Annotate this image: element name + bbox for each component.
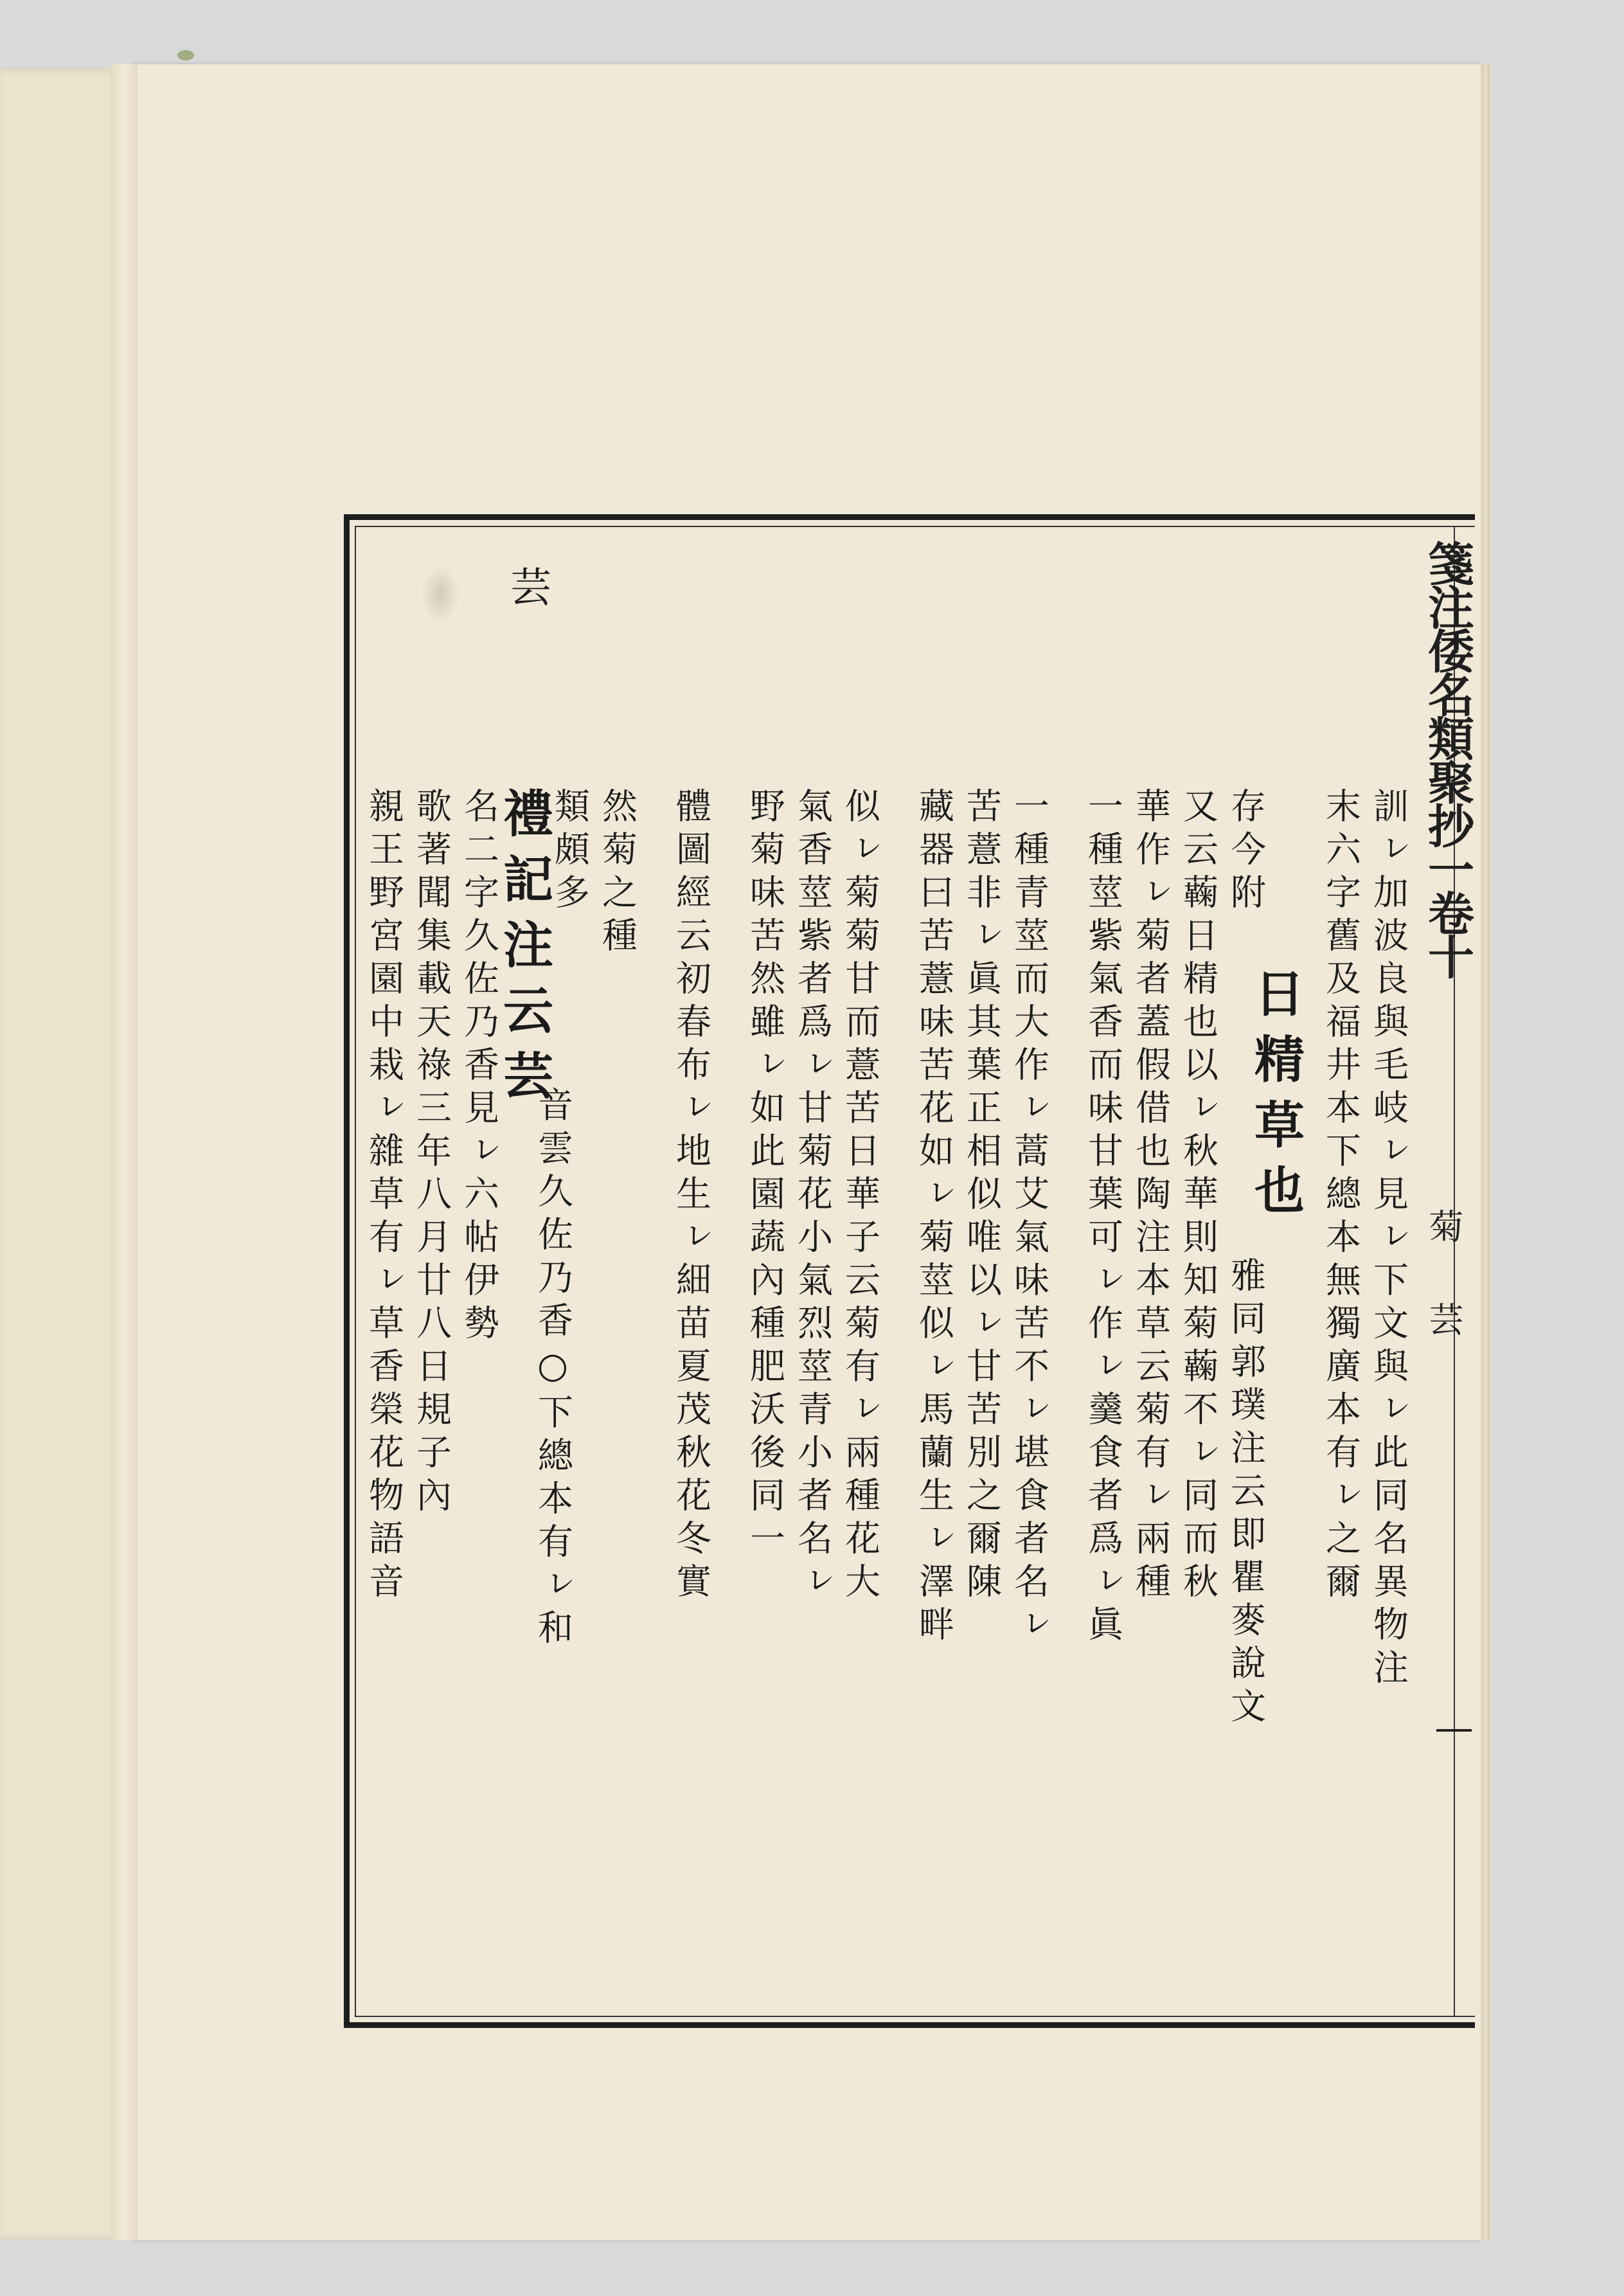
text-column: 藏器曰苦薏味苦花如ㇾ菊莖似ㇾ馬蘭生ㇾ澤畔 [913, 787, 954, 1649]
text-column: 雅同郭璞注云即瞿麥說文 [1225, 1257, 1266, 1730]
book-title: 箋注倭名類聚抄 [1420, 540, 1475, 846]
text-column: 野菊味苦然雖ㇾ如此園蔬內種肥沃後同一 [744, 787, 785, 1563]
entry-heading: 禮記注云芸 [495, 787, 553, 1115]
text-column: 末六字舊及福井本下總本無獨廣本有ㇾ之爾 [1320, 787, 1361, 1606]
text-column: 華作ㇾ菊者蓋假借也陶注本草云菊有ㇾ兩種 [1130, 787, 1171, 1606]
text-column: 體圖經云初春布ㇾ地生ㇾ細苗夏茂秋花冬實 [670, 787, 711, 1606]
text-column: 一種青莖而大作ㇾ蒿艾氣味苦不ㇾ堪食者名ㇾ [1008, 787, 1049, 1649]
text-column: 苦薏非ㇾ眞其葉正相似唯以ㇾ甘苦別之爾陳 [961, 787, 1002, 1606]
bleed-through-mark [421, 566, 460, 623]
text-column: 訓ㇾ加波良與毛岐ㇾ見ㇾ下文與ㇾ此同名異物注 [1368, 787, 1409, 1692]
text-column: 然菊之種 [596, 787, 638, 960]
paper-speck [177, 50, 194, 60]
section-label: 菊 芸 [1423, 1208, 1464, 1345]
text-column: 音雲久佐乃香○下總本有ㇾ和 [532, 1086, 573, 1652]
text-column: 似ㇾ菊菊甘而薏苦日華子云菊有ㇾ兩種花大 [839, 787, 880, 1606]
text-column: 親王野宮園中栽ㇾ雜草有ㇾ草香榮花物語音 [363, 787, 404, 1606]
margin-band [1436, 1729, 1472, 1732]
text-column: 一種莖紫氣香而味甘葉可ㇾ作ㇾ羹食者爲ㇾ眞 [1082, 787, 1123, 1649]
entry-heading: 日精草也 [1246, 967, 1305, 1230]
running-title: 箋注倭名類聚抄一卷十 [1420, 540, 1475, 977]
text-column: 名二字久佐乃香見ㇾ六帖伊勢 [458, 787, 499, 1347]
text-column: 類頗多 [549, 787, 590, 917]
volume-label: 卷十 [1420, 890, 1475, 977]
text-column: 又云蘜日精也以ㇾ秋華則知菊蘜不ㇾ同而秋 [1177, 787, 1218, 1606]
text-column: 歌著聞集載天祿三年八月廿八日規子內 [411, 787, 452, 1520]
book-gutter [111, 64, 138, 2240]
section-heading: 芸 [503, 566, 551, 614]
text-column: 存今附 [1225, 787, 1266, 917]
text-column: 氣香莖紫者爲ㇾ甘菊花小氣烈莖青小者名ㇾ [792, 787, 833, 1606]
left-page [0, 67, 129, 2240]
